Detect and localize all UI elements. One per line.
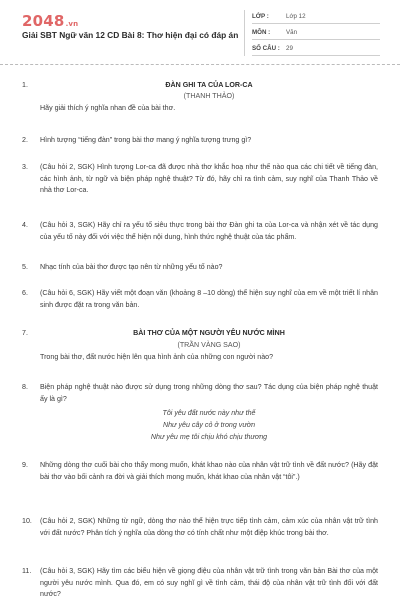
question-number: 4. [22, 221, 28, 229]
question-number: 7. [22, 329, 28, 337]
meta-value-count: 29 [286, 45, 293, 52]
document-title: Giải SBT Ngữ văn 12 CD Bài 8: Thơ hiện đại có đáp án [22, 30, 239, 40]
question-text: (Câu hỏi 6, SGK) Hãy viết một đoạn văn (khoảng 8 –10 dòng) thể hiện suy nghĩ của em về một triết lí nhân sinh được đặt ra trong văn bản. [40, 289, 378, 309]
page-header [0, 0, 400, 72]
poem-line: Như yêu mẹ tôi chịu khó chịu thương [150, 433, 268, 441]
question-text: (Câu hỏi 2, SGK) Hình tượng Lor-ca đã được nhà thơ khắc hoạ như thế nào qua các chi tiết về tiếng đàn, các hình ảnh, từ ngữ và biện pháp nghệ thuật? Từ đó, hãy chỉ ra tình cảm, suy nghĩ của Thanh Thảo về nhà thơ Lor-ca. [40, 163, 378, 195]
meta-key-class: LỚP : [252, 13, 269, 20]
question-number: 10. [22, 517, 32, 525]
meta-divider [244, 10, 245, 56]
logo-text: 2048 [22, 12, 65, 30]
meta-row-class [252, 10, 380, 24]
question-text: (Câu hỏi 3, SGK) Hãy chỉ ra yếu tố siêu thực trong bài thơ Đàn ghi ta của Lor-ca và nhận xét về tác dụng của yếu tố này đối với việc thể hiện nội dung, hình thức nghệ thuật của tác phẩm. [40, 221, 378, 241]
meta-key-subject: MÔN : [252, 29, 271, 36]
question-text: Nhạc tính của bài thơ được tạo nên từ những yếu tố nào? [40, 263, 223, 271]
question-number: 9. [22, 461, 28, 469]
question-number: 8. [22, 383, 28, 391]
question-number: 5. [22, 263, 28, 271]
question-number: 3. [22, 163, 28, 171]
question-number: 1. [22, 81, 28, 89]
question-text: Những dòng thơ cuối bài cho thấy mong muốn, khát khao nào của nhân vật trữ tình về đất nước? (Hãy đặt bài thơ vào bối cảnh ra đời và giải thích mong muốn, khát khao của nhân vật “tôi”.) [40, 461, 378, 481]
question-text: (Câu hỏi 3, SGK) Hãy tìm các biểu hiện về giọng điệu của nhân vật trữ tình trong văn bản Bài thơ của một người yêu nước mình. Qua đó, em có suy nghĩ gì về tình cảm, thái độ của nhân vật trữ tình đối với đất nước? [40, 567, 378, 599]
poem-line: Tôi yêu đất nước này như thế [162, 409, 256, 417]
question-text: Hãy giải thích ý nghĩa nhan đề của bài thơ. [40, 104, 176, 112]
logo-suffix: .vn [65, 20, 79, 28]
question-text: Trong bài thơ, đất nước hiện lên qua hình ảnh của những con người nào? [40, 353, 274, 361]
poem-line: Như yêu cây cỏ ở trong vườn [162, 421, 256, 429]
site-logo[interactable] [22, 12, 78, 30]
meta-row-count [252, 42, 380, 56]
section-title: BÀI THƠ CỦA MỘT NGƯỜI YÊU NƯỚC MÌNH [133, 329, 285, 337]
section-author: (THANH THẢO) [183, 92, 235, 100]
question-number: 11. [22, 567, 32, 575]
question-text: Hình tượng “tiếng đàn” trong bài thơ mang ý nghĩa tượng trưng gì? [40, 136, 252, 144]
question-number: 2. [22, 136, 28, 144]
header-divider [0, 64, 400, 65]
question-number: 6. [22, 289, 28, 297]
section-title: ĐÀN GHI TA CỦA LOR-CA [165, 81, 253, 89]
section-author: (TRẦN VÀNG SAO) [177, 341, 241, 349]
meta-value-subject: Văn [286, 29, 298, 36]
question-text: Biện pháp nghệ thuật nào được sử dụng trong những dòng thơ sau? Tác dụng của biện pháp nghệ thuật ấy là gì? [40, 383, 378, 403]
meta-value-class: Lớp 12 [286, 13, 306, 20]
meta-key-count: SỐ CÂU : [252, 45, 280, 52]
question-text: (Câu hỏi 2, SGK) Những từ ngữ, dòng thơ nào thể hiện trực tiếp tình cảm, cảm xúc của nhân vật trữ tình với đất nước? Phân tích ý nghĩa của dòng thơ có tính chất như một điệp khúc trong bài thơ. [40, 517, 378, 537]
meta-row-subject [252, 26, 380, 40]
